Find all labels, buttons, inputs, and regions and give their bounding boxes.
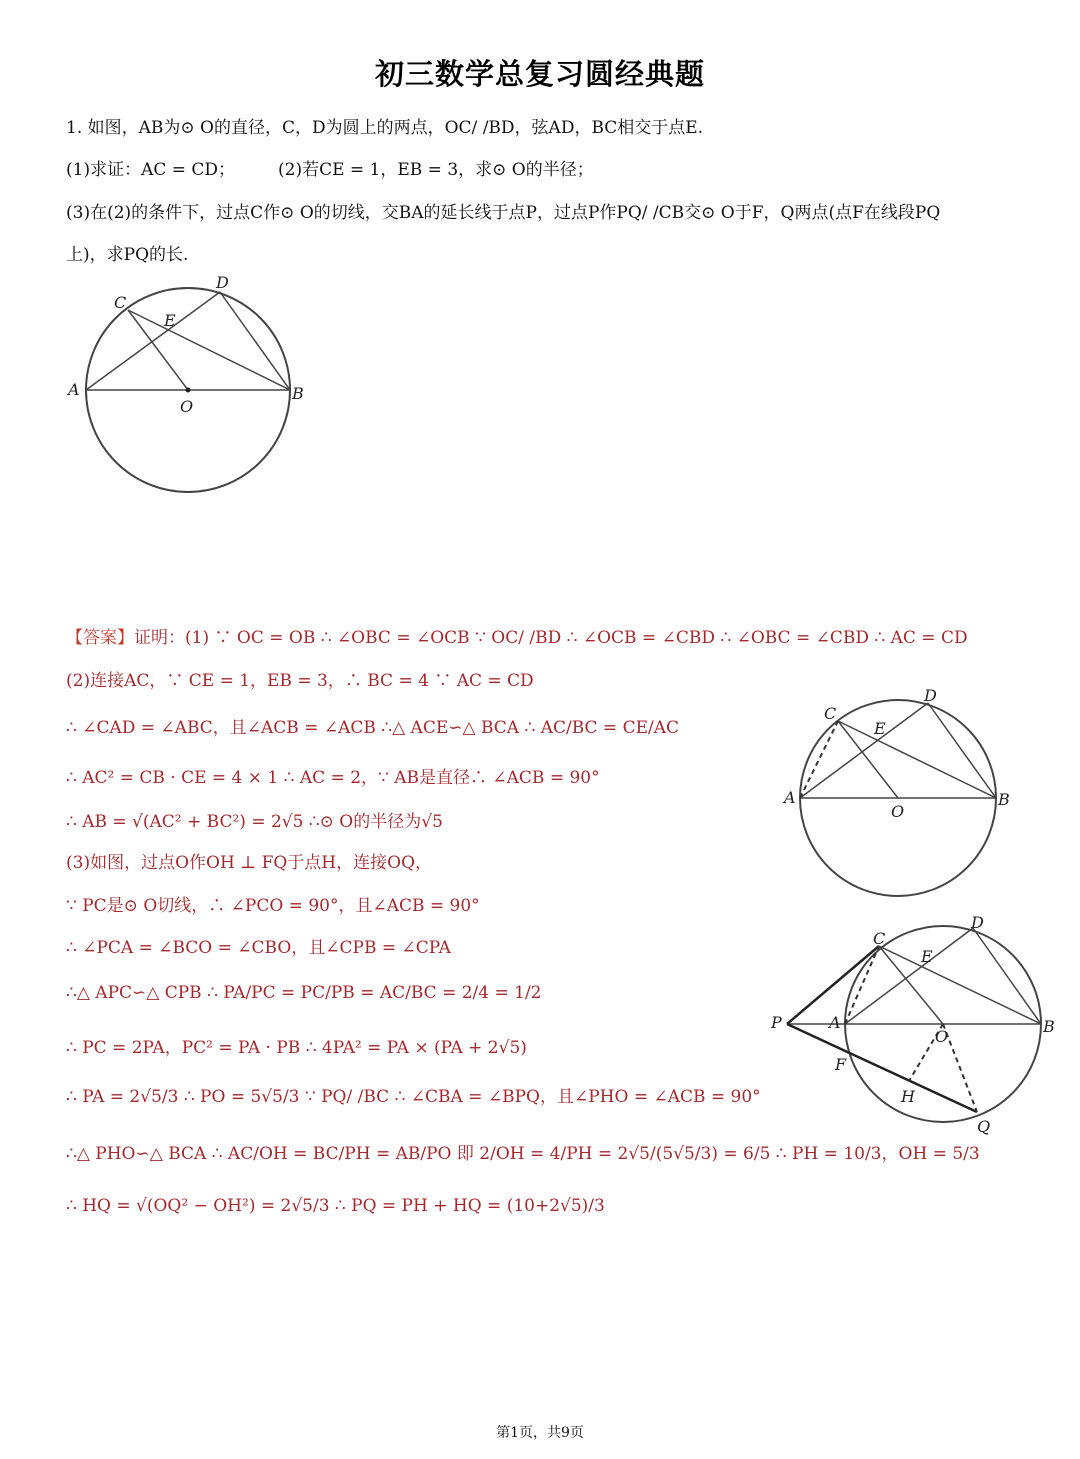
question-line-3: (3)在(2)的条件下，过点C作⊙ O的切线，交BA的延长线于点P，过点P作PQ/ /CB交⊙ O于F，Q两点(点F在线段PQ xyxy=(66,203,941,223)
label-D: D xyxy=(216,273,229,292)
label-F: F xyxy=(835,1055,847,1074)
label-A: A xyxy=(829,1013,841,1032)
label-B: B xyxy=(292,384,304,403)
answer-line-1 xyxy=(66,623,968,648)
answer-text-1: 证明：(1) ∵ OC = OB ∴ ∠OBC = ∠OCB ∵ OC/ /BD ∴ ∠OCB = ∠CBD ∴ ∠OBC = ∠CBD ∴ AC = CD xyxy=(134,628,968,648)
question-line-2a: (1)求证：AC = CD； xyxy=(66,160,236,180)
question-line-2b: (2)若CE = 1，EB = 3，求⊙ O的半径； xyxy=(278,160,594,180)
figure-1-circle-diagram xyxy=(60,270,320,500)
answer-line-10: ∴ PC = 2PA，PC² = PA · PB ∴ 4PA² = PA × (PA + 2√5) xyxy=(66,1038,527,1058)
label-C: C xyxy=(114,293,127,312)
answer-line-6: (3)如图，过点O作OH ⊥ FQ于点H，连接OQ， xyxy=(66,853,433,873)
label-Q: Q xyxy=(977,1117,991,1136)
label-C: C xyxy=(824,704,837,723)
answer-line-11: ∴ PA = 2√5/3 ∴ PO = 5√5/3 ∵ PQ/ /BC ∴ ∠CBA = ∠BPQ，且∠PHO = ∠ACB = 90° xyxy=(66,1087,761,1107)
figure-3-circle-diagram xyxy=(765,910,1065,1140)
label-O: O xyxy=(891,802,905,821)
label-D: D xyxy=(971,913,984,932)
label-B: B xyxy=(998,790,1010,809)
label-A: A xyxy=(68,380,80,399)
label-A: A xyxy=(784,788,796,807)
label-O: O xyxy=(935,1027,949,1046)
label-E: E xyxy=(874,719,886,738)
answer-tag: 【答案】 xyxy=(66,628,134,648)
answer-line-4: ∴ AC² = CB · CE = 4 × 1 ∴ AC = 2，∵ AB是直径∴ ∠ACB = 90° xyxy=(66,768,600,788)
answer-line-12: ∴△ PHO∽△ BCA ∴ AC/OH = BC/PH = AB/PO 即 2/OH = 4/PH = 2√5/(5√5/3) = 6/5 ∴ PH = 10/3，OH = 5/3 xyxy=(66,1144,980,1164)
question-line-4: 上)，求PQ的长. xyxy=(66,245,189,265)
label-C: C xyxy=(873,929,886,948)
page-footer: 第1页，共9页 xyxy=(496,1425,584,1441)
question-line-1: 1. 如图，AB为⊙ O的直径，C，D为圆上的两点，OC/ /BD，弦AD，BC相交于点E. xyxy=(66,118,704,138)
label-D: D xyxy=(924,686,937,705)
answer-line-8: ∴ ∠PCA = ∠BCO = ∠CBO，且∠CPB = ∠CPA xyxy=(66,938,451,958)
answer-line-5: ∴ AB = √(AC² + BC²) = 2√5 ∴⊙ O的半径为√5 xyxy=(66,812,443,832)
answer-line-9: ∴△ APC∽△ CPB ∴ PA/PC = PC/PB = AC/BC = 2/4 = 1/2 xyxy=(66,983,542,1003)
label-H: H xyxy=(901,1087,915,1106)
answer-line-2: (2)连接AC，∵ CE = 1，EB = 3，∴ BC = 4 ∵ AC = CD xyxy=(66,671,534,691)
label-O: O xyxy=(180,397,194,416)
label-E: E xyxy=(164,311,176,330)
answer-line-13: ∴ HQ = √(OQ² − OH²) = 2√5/3 ∴ PQ = PH + HQ = (10+2√5)/3 xyxy=(66,1196,605,1216)
label-B: B xyxy=(1043,1017,1055,1036)
label-E: E xyxy=(921,947,933,966)
label-P: P xyxy=(771,1013,782,1032)
answer-line-3: ∴ ∠CAD = ∠ABC，且∠ACB = ∠ACB ∴△ ACE∽△ BCA ∴ AC/BC = CE/AC xyxy=(66,718,679,738)
figure-2-circle-diagram xyxy=(780,685,1020,900)
page-title: 初三数学总复习圆经典题 xyxy=(374,57,705,91)
answer-line-7: ∵ PC是⊙ O切线，∴ ∠PCO = 90°，且∠ACB = 90° xyxy=(66,896,480,916)
